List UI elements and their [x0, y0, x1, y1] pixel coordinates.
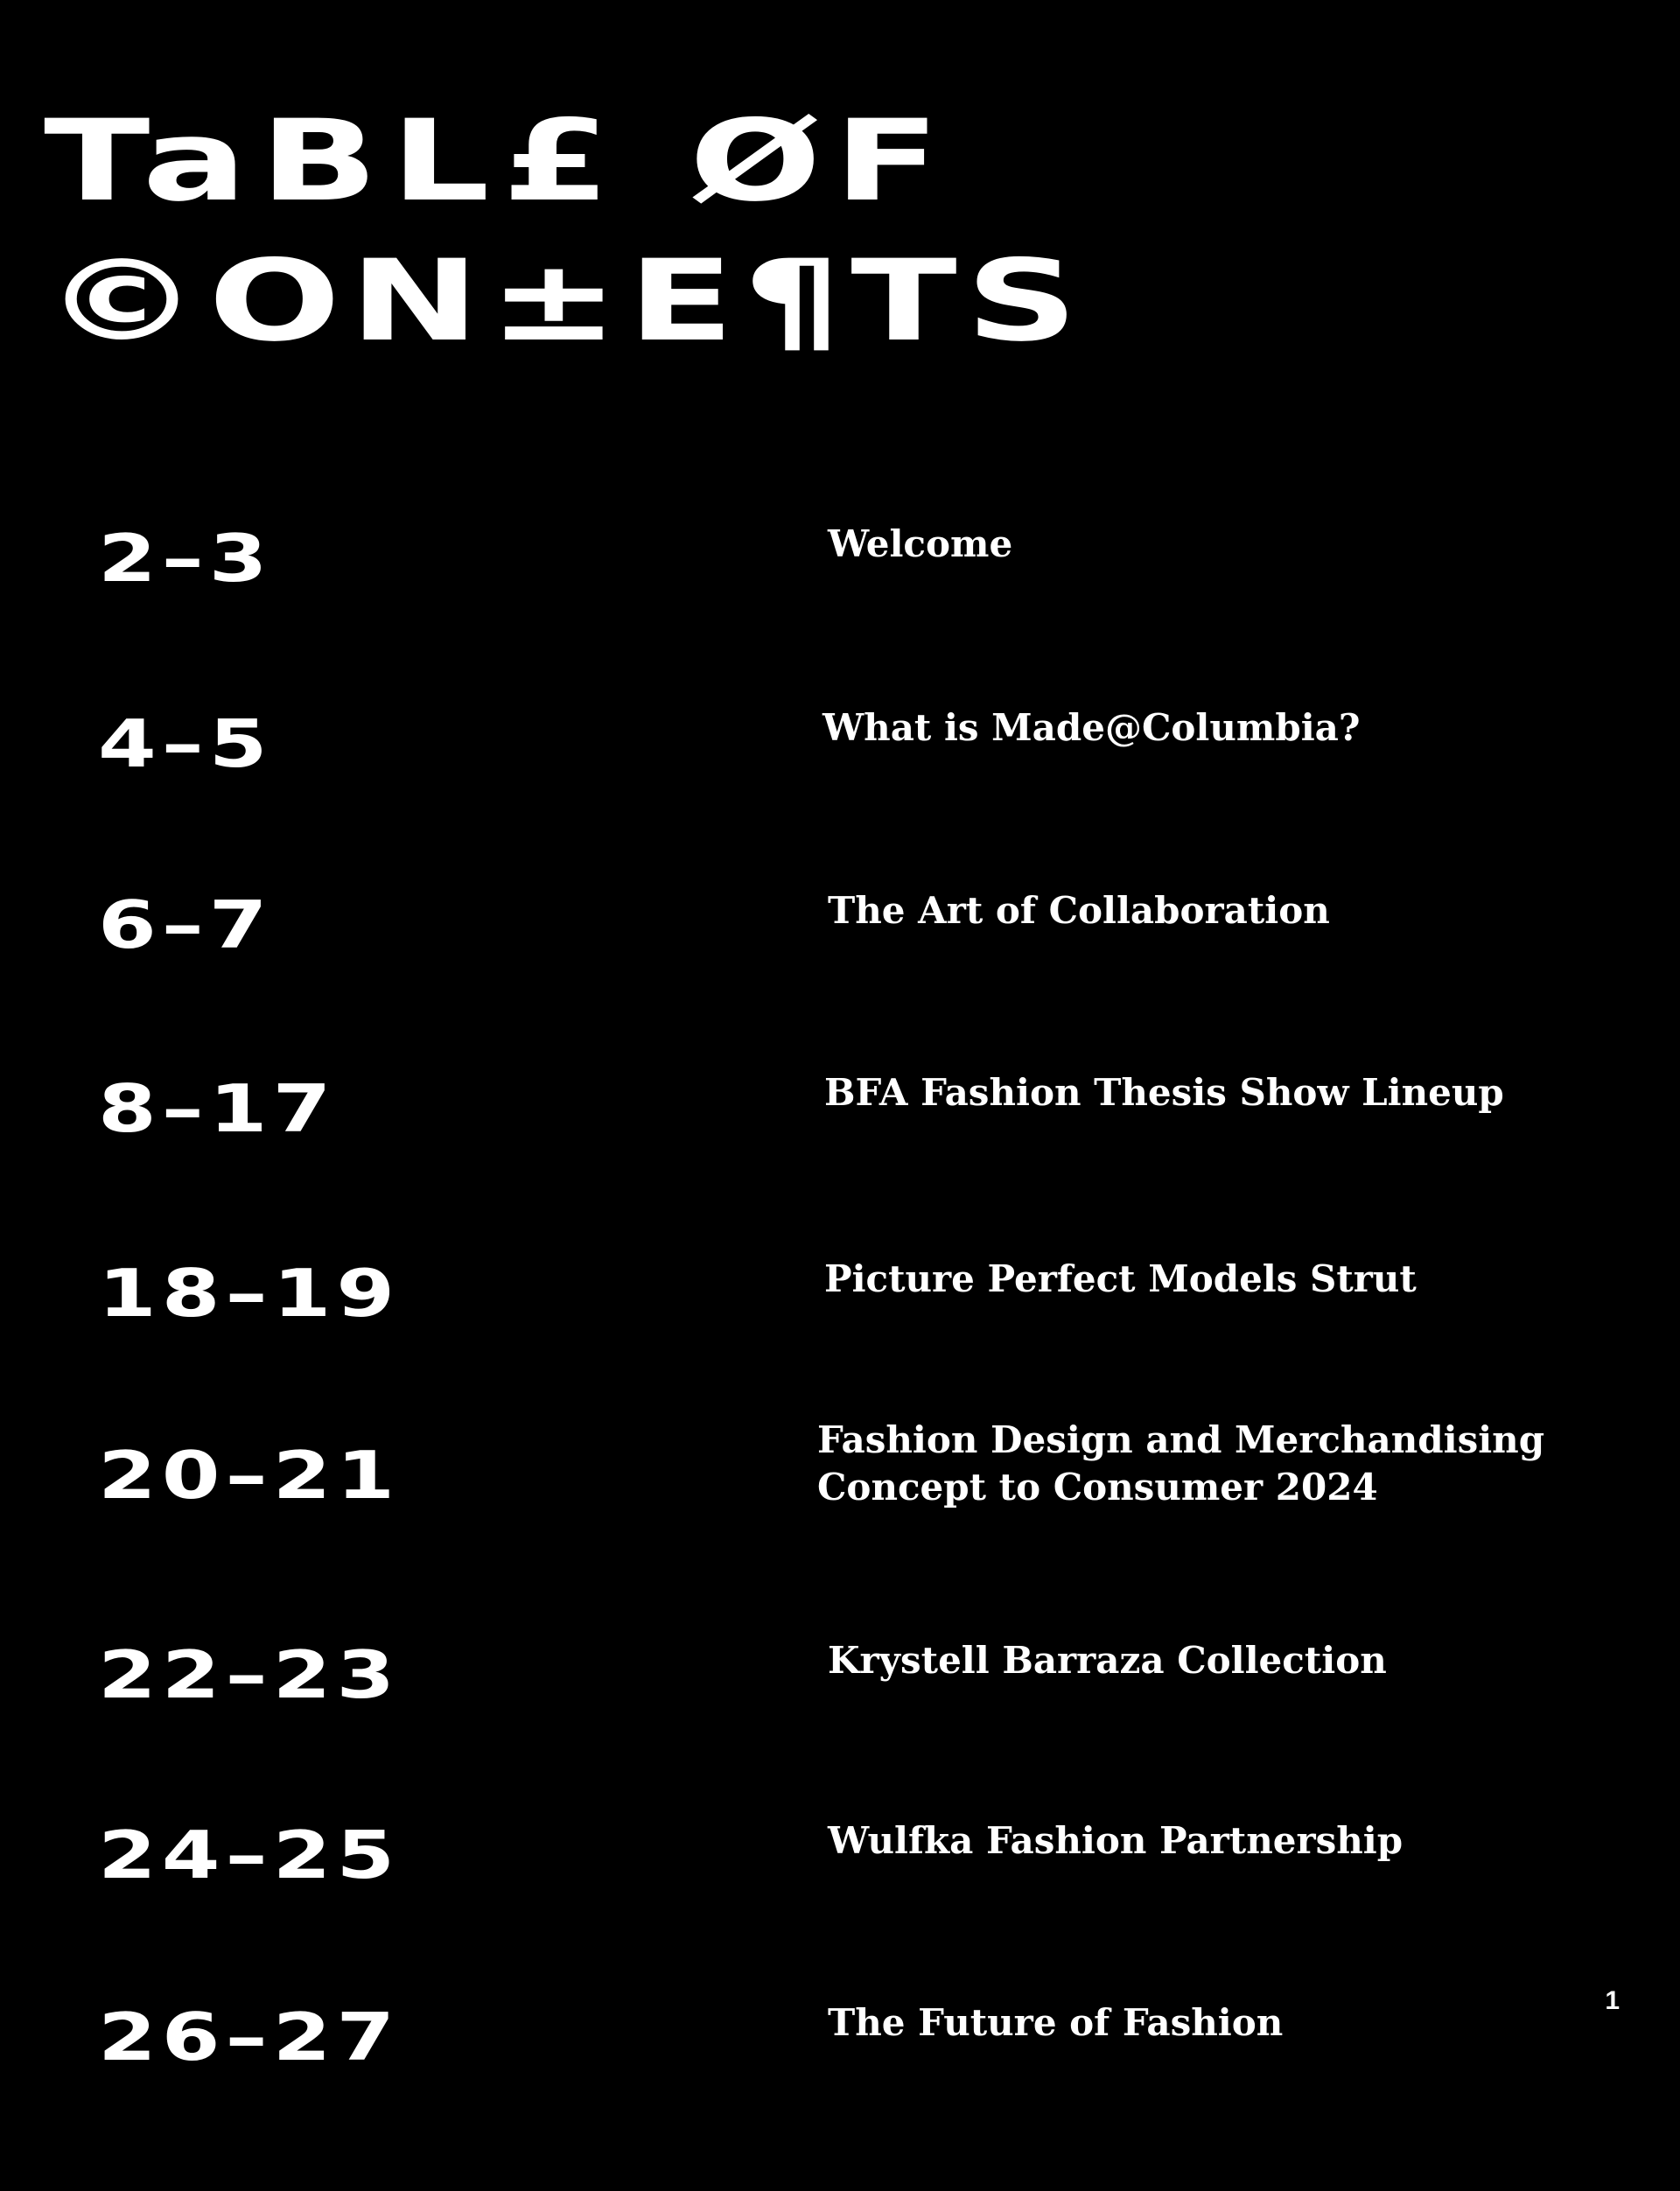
toc-page-range: 8–17	[98, 1070, 337, 1148]
toc-entry-title: What is Made@Columbia?	[822, 706, 1361, 749]
toc-entry-title: Picture Perfect Models Strut	[824, 1257, 1417, 1300]
toc-page-range: 20–21	[98, 1437, 401, 1515]
toc-entry-title: The Future of Fashion	[828, 2001, 1284, 2044]
toc-entry-title: Wulfka Fashion Partnership	[828, 1819, 1404, 1862]
title-line-2: ©ON±E¶TS	[44, 235, 1087, 367]
toc-page-range: 24–25	[98, 1816, 401, 1894]
toc-page-range: 26–27	[98, 1998, 401, 2076]
title-line-1: TaBL£ ØF	[44, 95, 953, 227]
toc-entry-title: Krystell Barraza Collection	[828, 1639, 1387, 1682]
toc-entry-title: The Art of Collaboration	[828, 889, 1330, 932]
toc-page-range: 22–23	[98, 1636, 401, 1714]
toc-page-range: 6–7	[98, 886, 273, 964]
toc-entry-title: BFA Fashion Thesis Show Lineup	[824, 1071, 1504, 1114]
toc-page-range: 2–3	[98, 520, 273, 598]
page-number: 1	[1605, 1986, 1620, 2015]
toc-entry-title-line-1: Fashion Design and Merchandising	[817, 1418, 1545, 1461]
toc-entry-title-line-2: Concept to Consumer 2024	[817, 1466, 1378, 1508]
toc-page-range: 18–19	[98, 1255, 401, 1333]
toc-entry-title: Welcome	[828, 522, 1013, 565]
toc-page-range: 4–5	[98, 705, 273, 783]
